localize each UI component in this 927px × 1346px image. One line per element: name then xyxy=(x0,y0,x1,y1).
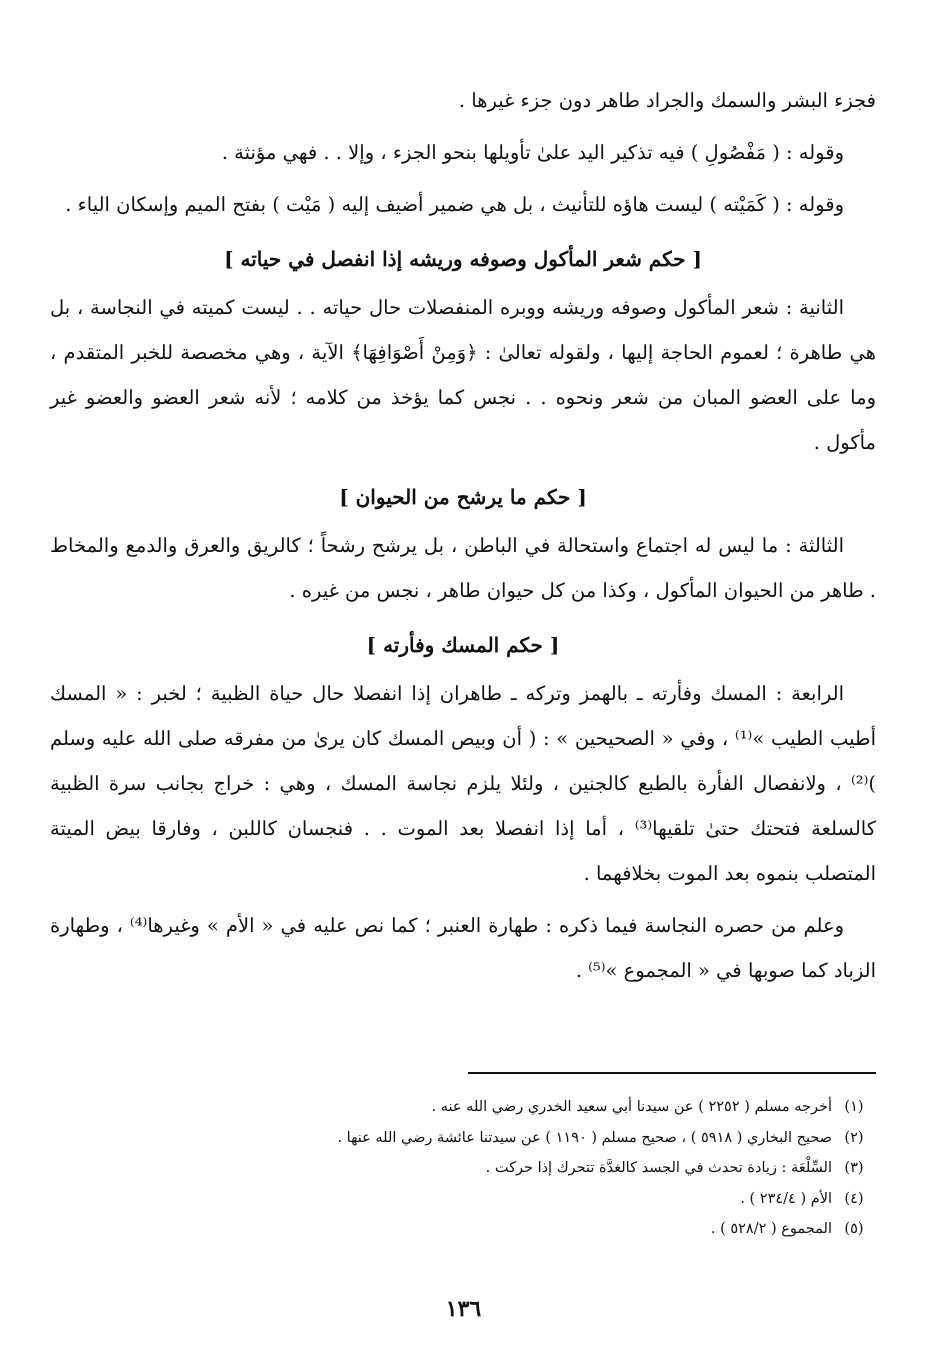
footnote-item xyxy=(50,1214,876,1245)
footnote-divider xyxy=(468,1072,876,1074)
paragraph-fourth-issue: الرابعة : المسك وفأرته ـ بالهمز وتركه ـ طاهران إذا انفصلا حال حياة الظبية ؛ لخبر : « المسك أطيب الطيب »⁽¹⁾ ، وفي « الصحيحين » : ( أن وبيص المسك كان يرىٰ من مفرقه صلى الله عليه وسلم )⁽²⁾ ، ولانفصال الفأرة بالطبع كالجنين ، ولئلا يلزم نجاسة المسك ، وهي : خراج بجانب سرة الظبية كالسلعة فتحتك حتىٰ تلقيها⁽³⁾ ، أما إذا انفصلا بعد الموت . . فنجسان كاللبن ، وفارقا بيض الميتة المتصلب بنموه بعد الموت بخلافهما . xyxy=(50,682,876,885)
section-heading-hair: [ حكم شعر المأكول وصوفه وريشه إذا انفصل في حياته ] xyxy=(224,247,702,271)
page-body xyxy=(50,78,876,993)
section-heading-musk: [ حكم المسك وفأرته ] xyxy=(366,633,560,657)
footnote-number: (٤) xyxy=(844,1190,864,1207)
page-number: ١٣٦ xyxy=(445,1296,482,1322)
footnote-text: أخرجه مسلم ( ٢٢٥٢ ) عن سيدنا أبي سعيد الخدري رضي الله عنه . xyxy=(431,1099,832,1116)
paragraph-third-issue: الثالثة : ما ليس له اجتماع واستحالة في الباطن ، بل يرشح رشحاً ؛ كالريق والعرق والدمع والمخاط . طاهر من الحيوان المأكول ، وكذا من كل حيوان طاهر ، نجس من غيره . xyxy=(50,534,876,602)
footnote-item xyxy=(50,1153,876,1184)
footnote-number: (٥) xyxy=(844,1221,864,1238)
paragraph-second-issue: الثانية : شعر المأكول وصوفه وريشه ووبره المنفصلات حال حياته . . ليست كميته في النجاسة ، بل هي طاهرة ؛ لعموم الحاجة إليها ، ولقوله تعالىٰ : ﴿وَمِنْ أَصْوَافِهَا﴾ الآية ، وهي مخصصة للخبر المتقدم ، وما على العضو المبان من شعر ونحوه . . نجس كما يؤخذ من كلامه ؛ لأنه شعر العضو والعضو غير مأكول . xyxy=(50,296,876,454)
footnote-text: الأم ( ٢٣٤/٤ ) . xyxy=(740,1190,832,1207)
footnote-item xyxy=(50,1123,876,1154)
paragraph-2: وقوله : ( مَفْصُولِ ) فيه تذكير اليد علىٰ تأويلها بنحو الجزء ، وإلا . . فهي مؤنثة . xyxy=(221,141,844,164)
footnote-text: صحيح البخاري ( ٥٩١٨ ) ، صحيح مسلم ( ١١٩٠ ) عن سيدتنا عائشة رضي الله عنها . xyxy=(337,1129,832,1146)
footnote-item xyxy=(50,1184,876,1215)
paragraph-1: فجزء البشر والسمك والجراد طاهر دون جزء غيرها . xyxy=(458,89,876,112)
footnote-number: (٣) xyxy=(844,1160,864,1177)
footnote-number: (٢) xyxy=(844,1129,864,1146)
footnote-number: (١) xyxy=(844,1099,864,1116)
paragraph-3: وقوله : ( كَمَيْته ) ليست هاؤه للتأنيث ، بل هي ضمير أضيف إليه ( مَيْت ) بفتح الميم وإسكان الياء . xyxy=(65,193,844,216)
footnote-text: المجموع ( ٥٢٨/٢ ) . xyxy=(710,1221,832,1238)
section-heading-secretions: [ حكم ما يرشح من الحيوان ] xyxy=(339,485,587,509)
footnote-item xyxy=(50,1092,876,1123)
footnote-text: السِّلْعَة : زيادة تحدث في الجسد كالغدَّة تتحرك إذا حركت . xyxy=(485,1160,832,1177)
paragraph-ambergris: وعلم من حصره النجاسة فيما ذكره : طهارة العنبر ؛ كما نص عليه في « الأم » وغيرها⁽⁴⁾ ، وطهارة الزباد كما صوبها في « المجموع »⁽⁵⁾ . xyxy=(50,914,876,982)
footnotes xyxy=(50,1092,876,1245)
